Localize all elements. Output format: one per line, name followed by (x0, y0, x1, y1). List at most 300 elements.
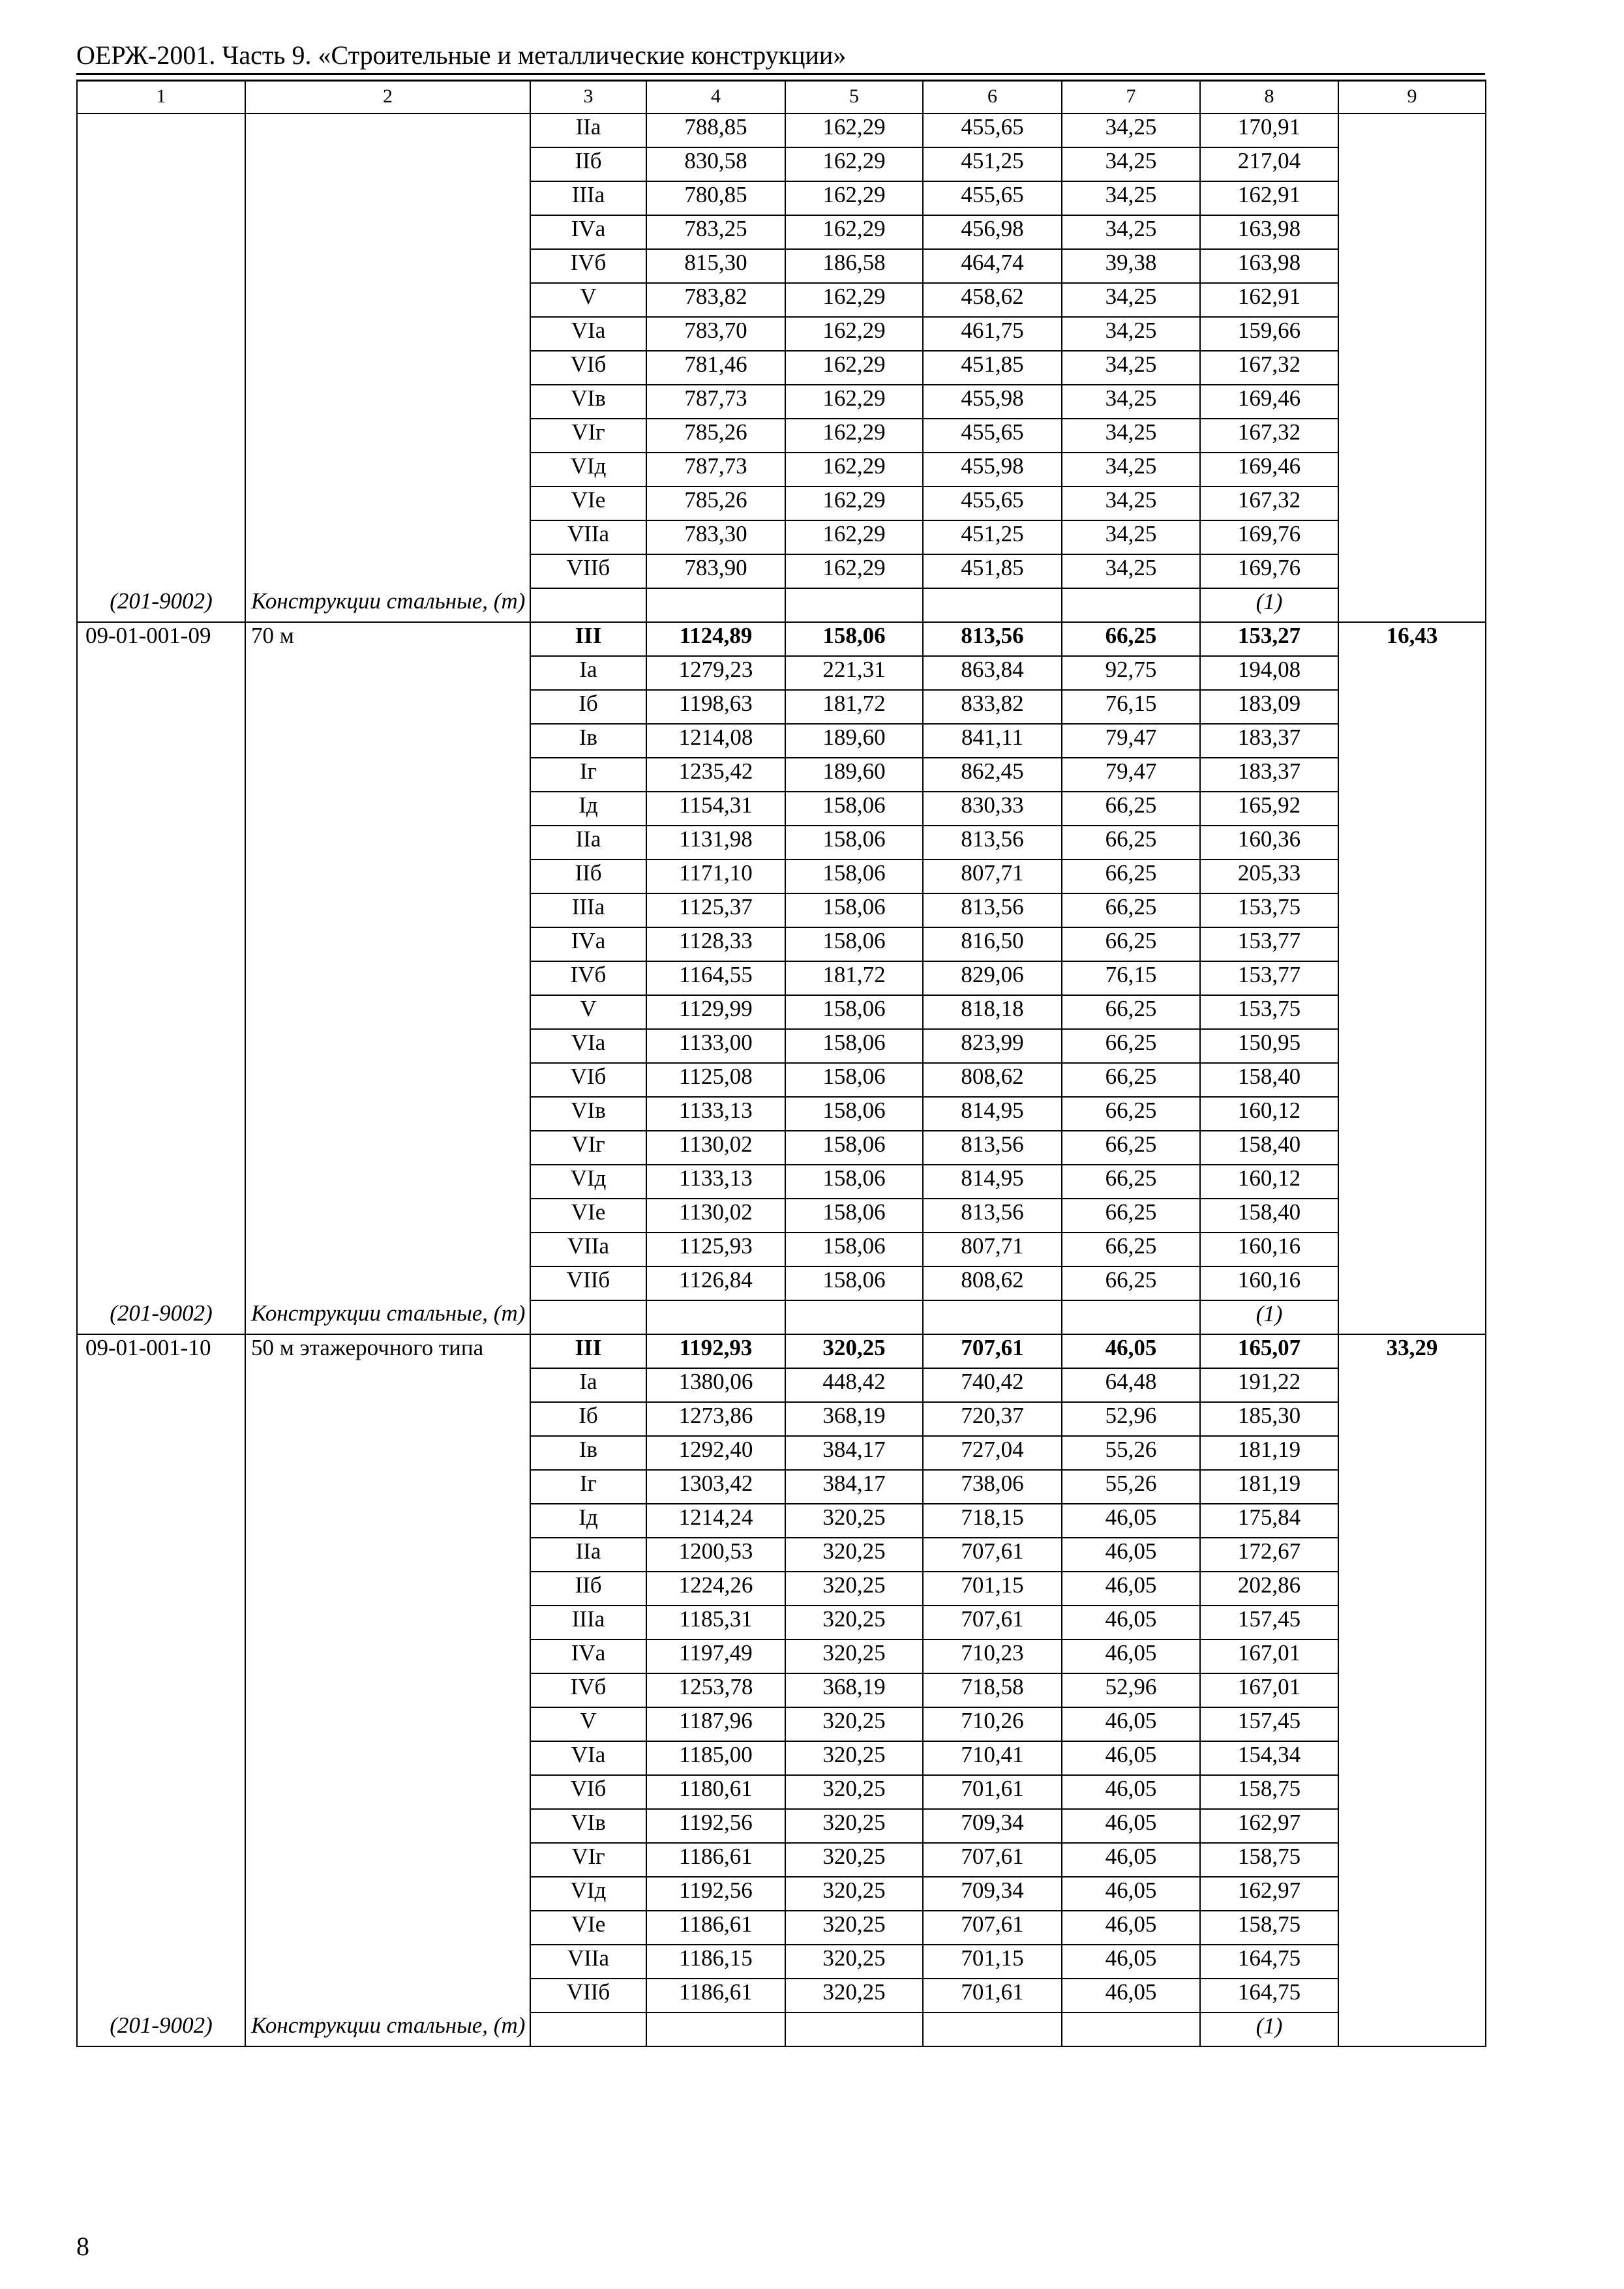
table-cell: IIб (530, 147, 646, 181)
table-cell: 34,25 (1062, 419, 1200, 453)
table-cell: III (530, 1334, 646, 1368)
table-cell: 160,16 (1200, 1233, 1338, 1266)
table-cell: 167,32 (1200, 486, 1338, 520)
section-col9 (1338, 113, 1486, 622)
table-cell: 1235,42 (646, 758, 785, 792)
table-cell: VIа (530, 1741, 646, 1775)
table-cell: 1125,93 (646, 1233, 785, 1266)
table-cell: 76,15 (1062, 690, 1200, 724)
table-cell: 52,96 (1062, 1673, 1200, 1707)
table-cell: IIа (530, 826, 646, 860)
table-cell: 818,18 (923, 995, 1062, 1029)
table-cell: 1180,61 (646, 1775, 785, 1809)
note-empty-cell (785, 2012, 923, 2046)
table-cell: 162,29 (785, 453, 923, 486)
table-cell: 162,29 (785, 215, 923, 249)
table-cell: VIг (530, 1843, 646, 1877)
table-cell: VIIа (530, 1233, 646, 1266)
table-cell: 455,65 (923, 419, 1062, 453)
table-row (77, 1334, 1486, 1368)
table-cell: 320,25 (785, 1707, 923, 1741)
table-cell: 461,75 (923, 317, 1062, 351)
table-cell: 157,45 (1200, 1606, 1338, 1639)
table-cell: Iа (530, 656, 646, 690)
table-cell: 1129,99 (646, 995, 785, 1029)
table-cell: 1187,96 (646, 1707, 785, 1741)
table-cell: 66,25 (1062, 1029, 1200, 1063)
table-cell: 1125,08 (646, 1063, 785, 1097)
table-cell: 448,42 (785, 1368, 923, 1402)
table-cell: 823,99 (923, 1029, 1062, 1063)
table-cell: 66,25 (1062, 1165, 1200, 1199)
table-cell: VIе (530, 1911, 646, 1945)
table-cell: 92,75 (1062, 656, 1200, 690)
table-cell: 1133,00 (646, 1029, 785, 1063)
table-cell: 1154,31 (646, 792, 785, 826)
table-cell: 160,12 (1200, 1097, 1338, 1131)
table-cell: 320,25 (785, 1809, 923, 1843)
table-cell: 169,46 (1200, 453, 1338, 486)
table-cell: 707,61 (923, 1843, 1062, 1877)
table-cell: 66,25 (1062, 1097, 1200, 1131)
table-cell: 153,75 (1200, 995, 1338, 1029)
table-cell: 158,40 (1200, 1063, 1338, 1097)
table-cell: 158,06 (785, 1029, 923, 1063)
table-cell: 66,25 (1062, 995, 1200, 1029)
table-cell: VIв (530, 385, 646, 419)
table-cell: IVб (530, 249, 646, 283)
table-cell: 153,27 (1200, 622, 1338, 656)
table-cell: 707,61 (923, 1538, 1062, 1572)
table-cell: 709,34 (923, 1877, 1062, 1911)
table-cell: Iв (530, 724, 646, 758)
table-cell: 170,91 (1200, 113, 1338, 147)
table-cell: 707,61 (923, 1334, 1062, 1368)
table-cell: 158,06 (785, 1233, 923, 1266)
table-cell: 830,58 (646, 147, 785, 181)
table-cell: 34,25 (1062, 554, 1200, 588)
table-cell: 164,75 (1200, 1945, 1338, 1979)
note-col8: (1) (1200, 588, 1338, 622)
table-cell: 158,40 (1200, 1131, 1338, 1165)
table-cell: 320,25 (785, 1877, 923, 1911)
table-cell: IIIа (530, 893, 646, 927)
table-cell: IVб (530, 1673, 646, 1707)
table-cell: 781,46 (646, 351, 785, 385)
section-name (245, 113, 530, 588)
table-cell: 1130,02 (646, 1199, 785, 1233)
table-cell: 181,72 (785, 690, 923, 724)
table-cell: 202,86 (1200, 1572, 1338, 1606)
table-cell: 66,25 (1062, 1131, 1200, 1165)
table-cell: 1200,53 (646, 1538, 785, 1572)
table-cell: Iб (530, 1402, 646, 1436)
table-cell: 1253,78 (646, 1673, 785, 1707)
note-empty-cell (530, 588, 646, 622)
table-cell: 829,06 (923, 961, 1062, 995)
table-cell: 158,06 (785, 893, 923, 927)
table-cell: 46,05 (1062, 1741, 1200, 1775)
table-cell: Iд (530, 1504, 646, 1538)
table-cell: 808,62 (923, 1063, 1062, 1097)
column-number: 2 (245, 81, 530, 113)
table-cell: IIа (530, 1538, 646, 1572)
table-cell: 64,48 (1062, 1368, 1200, 1402)
table-cell: 1133,13 (646, 1165, 785, 1199)
page-header: ОЕРЖ-2001. Часть 9. «Строительные и металлические конструкции» (76, 40, 847, 70)
table-cell: Iг (530, 758, 646, 792)
table-cell: 814,95 (923, 1097, 1062, 1131)
table-cell: 55,26 (1062, 1470, 1200, 1504)
table-cell: 710,26 (923, 1707, 1062, 1741)
table-cell: 1128,33 (646, 927, 785, 961)
table-cell: 1171,10 (646, 860, 785, 893)
note-code: (201-9002) (77, 588, 245, 622)
table-cell: 34,25 (1062, 283, 1200, 317)
table-cell: 1125,37 (646, 893, 785, 927)
table-cell: VIа (530, 1029, 646, 1063)
table-row (77, 113, 1486, 147)
table-cell: 66,25 (1062, 893, 1200, 927)
table-cell: 451,85 (923, 351, 1062, 385)
table-cell: 785,26 (646, 486, 785, 520)
table-cell: 39,38 (1062, 249, 1200, 283)
table-cell: 162,29 (785, 317, 923, 351)
table-cell: 34,25 (1062, 385, 1200, 419)
table-cell: 320,25 (785, 1911, 923, 1945)
note-empty-cell (530, 1300, 646, 1334)
table-cell: 158,06 (785, 1199, 923, 1233)
table-cell: 162,29 (785, 520, 923, 554)
table-cell: VIе (530, 1199, 646, 1233)
table-cell: 162,91 (1200, 283, 1338, 317)
table-cell: 34,25 (1062, 215, 1200, 249)
table-cell: 1380,06 (646, 1368, 785, 1402)
table-cell: VIд (530, 1877, 646, 1911)
table-cell: Iд (530, 792, 646, 826)
note-col8: (1) (1200, 2012, 1338, 2046)
table-cell: 159,66 (1200, 317, 1338, 351)
section-col9: 16,43 (1338, 622, 1486, 1334)
table-cell: 79,47 (1062, 724, 1200, 758)
table-cell: 46,05 (1062, 1504, 1200, 1538)
table-cell: 46,05 (1062, 1809, 1200, 1843)
table-cell: 1279,23 (646, 656, 785, 690)
table-cell: 55,26 (1062, 1436, 1200, 1470)
table-cell: 46,05 (1062, 1911, 1200, 1945)
table-cell: 66,25 (1062, 927, 1200, 961)
table-cell: 701,61 (923, 1979, 1062, 2012)
table-cell: 455,98 (923, 385, 1062, 419)
table-cell: 1192,56 (646, 1877, 785, 1911)
table-cell: 783,30 (646, 520, 785, 554)
table-cell: 783,25 (646, 215, 785, 249)
table-cell: 1273,86 (646, 1402, 785, 1436)
table-cell: 183,37 (1200, 758, 1338, 792)
section-code: 09-01-001-10 (77, 1334, 245, 2012)
table-cell: 185,30 (1200, 1402, 1338, 1436)
note-empty-cell (646, 2012, 785, 2046)
rates-table (76, 80, 1486, 2047)
table-cell: 807,71 (923, 1233, 1062, 1266)
note-empty-cell (530, 2012, 646, 2046)
table-cell: 1197,49 (646, 1639, 785, 1673)
table-cell: 320,25 (785, 1504, 923, 1538)
table-cell: 813,56 (923, 893, 1062, 927)
header-rule (76, 73, 1485, 75)
table-cell: 158,06 (785, 1063, 923, 1097)
table-cell: 158,06 (785, 792, 923, 826)
table-cell: 814,95 (923, 1165, 1062, 1199)
table-cell: 1131,98 (646, 826, 785, 860)
table-cell: VIб (530, 351, 646, 385)
table-cell: 150,95 (1200, 1029, 1338, 1063)
table-cell: IIа (530, 113, 646, 147)
table-cell: 384,17 (785, 1436, 923, 1470)
table-cell: 813,56 (923, 1131, 1062, 1165)
table-cell: 1185,00 (646, 1741, 785, 1775)
table-cell: 162,29 (785, 147, 923, 181)
table-cell: 154,34 (1200, 1741, 1338, 1775)
table-cell: VIIа (530, 520, 646, 554)
table-cell: V (530, 283, 646, 317)
table-cell: 813,56 (923, 1199, 1062, 1233)
table-cell: 221,31 (785, 656, 923, 690)
table-cell: 783,82 (646, 283, 785, 317)
table-cell: 52,96 (1062, 1402, 1200, 1436)
table-cell: 455,65 (923, 486, 1062, 520)
table-cell: 163,98 (1200, 215, 1338, 249)
table-cell: 1133,13 (646, 1097, 785, 1131)
table-cell: 158,06 (785, 1097, 923, 1131)
table-cell: IVб (530, 961, 646, 995)
table-cell: 320,25 (785, 1979, 923, 2012)
table-cell: 783,90 (646, 554, 785, 588)
table-cell: 841,11 (923, 724, 1062, 758)
table-cell: 167,32 (1200, 419, 1338, 453)
table-cell: 183,09 (1200, 690, 1338, 724)
table-cell: 1192,56 (646, 1809, 785, 1843)
table-cell: 162,29 (785, 283, 923, 317)
table-cell: 205,33 (1200, 860, 1338, 893)
table-cell: 162,29 (785, 181, 923, 215)
table-cell: 320,25 (785, 1945, 923, 1979)
table-cell: 1124,89 (646, 622, 785, 656)
table-cell: 162,97 (1200, 1809, 1338, 1843)
table-cell: 46,05 (1062, 1877, 1200, 1911)
table-body (77, 81, 1486, 2046)
table-cell: 783,70 (646, 317, 785, 351)
table-cell: 384,17 (785, 1470, 923, 1504)
column-number: 5 (785, 81, 923, 113)
table-cell: 181,72 (785, 961, 923, 995)
note-empty-cell (785, 588, 923, 622)
table-cell: 167,32 (1200, 351, 1338, 385)
table-cell: VIб (530, 1775, 646, 1809)
note-code: (201-9002) (77, 2012, 245, 2046)
table-cell: 833,82 (923, 690, 1062, 724)
table-cell: 808,62 (923, 1266, 1062, 1300)
table-cell: 34,25 (1062, 486, 1200, 520)
table-cell: 701,61 (923, 1775, 1062, 1809)
table-row (77, 622, 1486, 656)
table-cell: 1198,63 (646, 690, 785, 724)
column-number: 4 (646, 81, 785, 113)
table-cell: 34,25 (1062, 351, 1200, 385)
table-cell: VIе (530, 486, 646, 520)
table-cell: 160,16 (1200, 1266, 1338, 1300)
table-cell: IVа (530, 927, 646, 961)
table-cell: 1192,93 (646, 1334, 785, 1368)
table-cell: 320,25 (785, 1639, 923, 1673)
table-cell: 189,60 (785, 758, 923, 792)
table-cell: 320,25 (785, 1572, 923, 1606)
table-cell: 163,98 (1200, 249, 1338, 283)
note-empty-cell (646, 588, 785, 622)
table-cell: 1186,61 (646, 1979, 785, 2012)
table-cell: 160,36 (1200, 826, 1338, 860)
table-cell: 153,77 (1200, 927, 1338, 961)
table-cell: 813,56 (923, 622, 1062, 656)
table-cell: 158,06 (785, 1131, 923, 1165)
table-cell: 66,25 (1062, 860, 1200, 893)
table-cell: 815,30 (646, 249, 785, 283)
table-cell: 320,25 (785, 1538, 923, 1572)
note-name: Конструкции стальные, (т) (245, 2012, 530, 2046)
table-cell: 162,29 (785, 419, 923, 453)
table-cell: 455,98 (923, 453, 1062, 486)
table-cell: 46,05 (1062, 1979, 1200, 2012)
table-cell: IIIа (530, 181, 646, 215)
table-cell: VIIб (530, 554, 646, 588)
table-cell: 165,07 (1200, 1334, 1338, 1368)
table-cell: 172,67 (1200, 1538, 1338, 1572)
table-cell: 162,29 (785, 351, 923, 385)
table-cell: 1130,02 (646, 1131, 785, 1165)
note-empty-cell (646, 1300, 785, 1334)
table-cell: 46,05 (1062, 1707, 1200, 1741)
table-cell: VIв (530, 1097, 646, 1131)
table-cell: 1126,84 (646, 1266, 785, 1300)
table-cell: 464,74 (923, 249, 1062, 283)
table-cell: 181,19 (1200, 1436, 1338, 1470)
table-cell: 66,25 (1062, 792, 1200, 826)
table-cell: 191,22 (1200, 1368, 1338, 1402)
note-row (77, 1300, 1486, 1334)
table-cell: 34,25 (1062, 317, 1200, 351)
table-cell: 66,25 (1062, 1063, 1200, 1097)
table-cell: IIб (530, 1572, 646, 1606)
table-cell: 862,45 (923, 758, 1062, 792)
table-cell: V (530, 1707, 646, 1741)
table-cell: 158,06 (785, 622, 923, 656)
table-cell: 46,05 (1062, 1334, 1200, 1368)
table-cell: 153,75 (1200, 893, 1338, 927)
table-cell: 162,29 (785, 113, 923, 147)
note-row (77, 2012, 1486, 2046)
table-cell: 160,12 (1200, 1165, 1338, 1199)
table-cell: 455,65 (923, 113, 1062, 147)
table-cell: 451,25 (923, 147, 1062, 181)
table-cell: 816,50 (923, 927, 1062, 961)
table-cell: 175,84 (1200, 1504, 1338, 1538)
table-cell: 813,56 (923, 826, 1062, 860)
table-cell: 158,75 (1200, 1775, 1338, 1809)
table-cell: V (530, 995, 646, 1029)
table-cell: 46,05 (1062, 1538, 1200, 1572)
table-cell: 787,73 (646, 453, 785, 486)
table-cell: 1224,26 (646, 1572, 785, 1606)
table-cell: 167,01 (1200, 1673, 1338, 1707)
table-cell: VIIб (530, 1266, 646, 1300)
note-empty-cell (923, 588, 1062, 622)
table-cell: 46,05 (1062, 1843, 1200, 1877)
table-cell: 1186,61 (646, 1843, 785, 1877)
table-cell: 701,15 (923, 1572, 1062, 1606)
table-cell: VIг (530, 419, 646, 453)
table-cell: 709,34 (923, 1809, 1062, 1843)
table-cell: 780,85 (646, 181, 785, 215)
table-cell: 34,25 (1062, 453, 1200, 486)
table-cell: 66,25 (1062, 1199, 1200, 1233)
note-code: (201-9002) (77, 1300, 245, 1334)
note-name: Конструкции стальные, (т) (245, 1300, 530, 1334)
table-cell: 807,71 (923, 860, 1062, 893)
table-cell: 46,05 (1062, 1945, 1200, 1979)
table-cell: 1164,55 (646, 961, 785, 995)
table-cell: 320,25 (785, 1843, 923, 1877)
table-cell: Iв (530, 1436, 646, 1470)
table-cell: 164,75 (1200, 1979, 1338, 2012)
table-cell: 738,06 (923, 1470, 1062, 1504)
table-cell: 158,06 (785, 1266, 923, 1300)
column-numbers-row (77, 81, 1486, 113)
table-cell: 66,25 (1062, 826, 1200, 860)
table-cell: 158,06 (785, 860, 923, 893)
table-cell: 740,42 (923, 1368, 1062, 1402)
table-cell: 66,25 (1062, 1266, 1200, 1300)
note-name: Конструкции стальные, (т) (245, 588, 530, 622)
column-number: 6 (923, 81, 1062, 113)
table-cell: 76,15 (1062, 961, 1200, 995)
table-cell: 158,06 (785, 995, 923, 1029)
table-cell: 718,15 (923, 1504, 1062, 1538)
table-cell: 169,76 (1200, 520, 1338, 554)
table-cell: 368,19 (785, 1673, 923, 1707)
table-cell: 158,75 (1200, 1843, 1338, 1877)
table-cell: 368,19 (785, 1402, 923, 1436)
table-cell: 320,25 (785, 1775, 923, 1809)
table-cell: 162,29 (785, 486, 923, 520)
table-cell: 162,91 (1200, 181, 1338, 215)
table-cell: 181,19 (1200, 1470, 1338, 1504)
table-cell: 34,25 (1062, 113, 1200, 147)
table-cell: 320,25 (785, 1741, 923, 1775)
table-cell: 66,25 (1062, 1233, 1200, 1266)
table-cell: VIб (530, 1063, 646, 1097)
table-cell: 167,01 (1200, 1639, 1338, 1673)
table-cell: 169,76 (1200, 554, 1338, 588)
column-number: 3 (530, 81, 646, 113)
section-code: 09-01-001-09 (77, 622, 245, 1300)
table-cell: 217,04 (1200, 147, 1338, 181)
table-cell: 451,85 (923, 554, 1062, 588)
table-cell: IIб (530, 860, 646, 893)
table-cell: 1214,08 (646, 724, 785, 758)
table-cell: 46,05 (1062, 1775, 1200, 1809)
table-cell: 710,41 (923, 1741, 1062, 1775)
note-row (77, 588, 1486, 622)
